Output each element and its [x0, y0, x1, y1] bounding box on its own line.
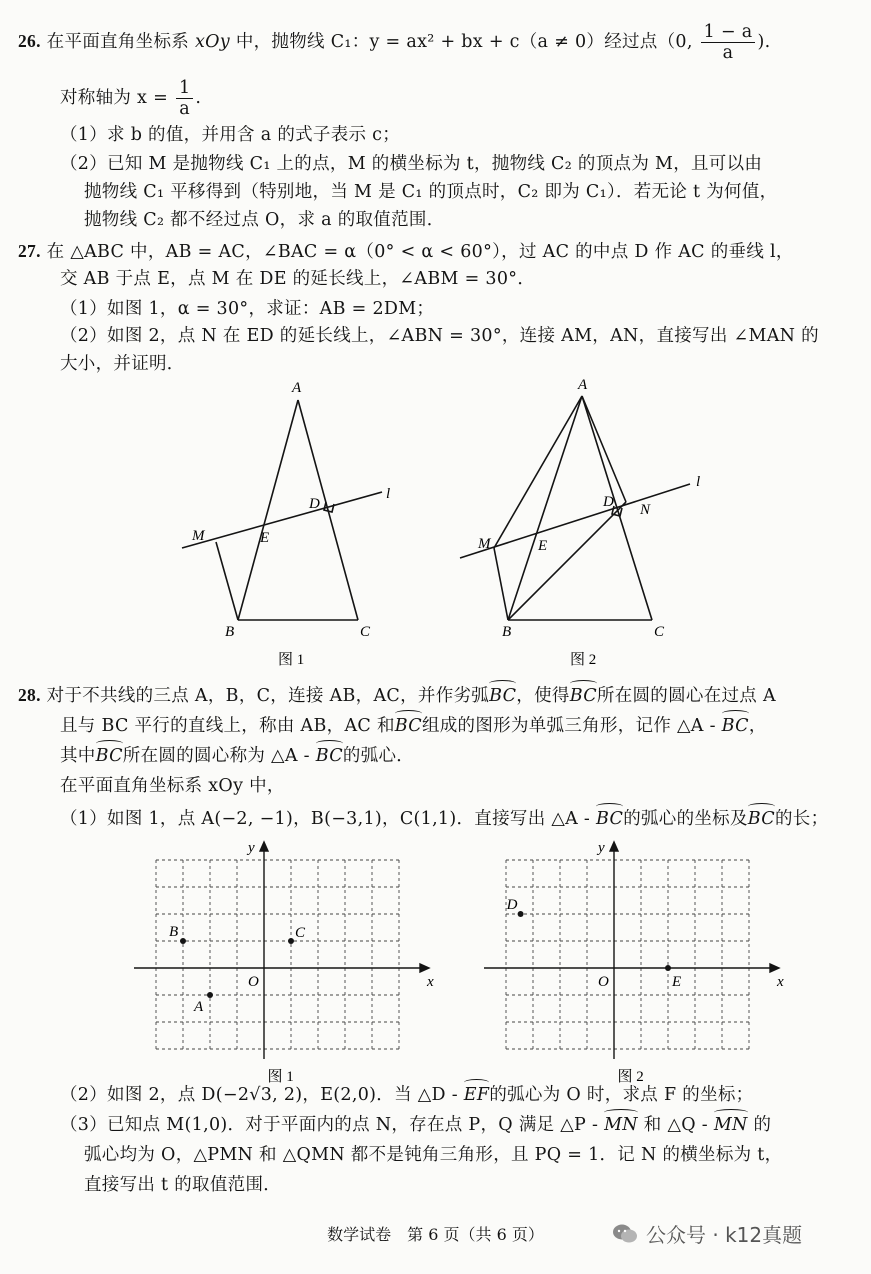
- segment-bm: [216, 542, 238, 620]
- q28-l1-c: 所在圆的圆心在过点 A: [596, 686, 776, 706]
- label-n: N: [640, 502, 651, 518]
- point-c: [288, 938, 294, 944]
- q26-line2: [60, 78, 201, 119]
- q26-axis-den: a: [179, 99, 191, 119]
- q27-number: 27.: [18, 241, 41, 261]
- segment-ab: [238, 400, 298, 620]
- segment-am: [494, 396, 582, 548]
- x-axis-arrow: [420, 964, 429, 972]
- grid-lines: [506, 860, 749, 1049]
- q28-number: 28.: [18, 685, 41, 705]
- q27-figure-1: [170, 372, 410, 672]
- q28-l1-b: ，使得: [516, 686, 570, 706]
- q28-l3-b: 所在圆的圆心称为 △A -: [122, 746, 310, 766]
- point-e: [665, 965, 671, 971]
- segment-bn: [508, 502, 626, 620]
- label-l: l: [696, 474, 701, 490]
- q28-p3-c: 的: [753, 1115, 772, 1135]
- q27-stem-line2: 交 AB 于点 E，点 M 在 DE 的延长线上，∠ABM = 30°．: [60, 269, 536, 289]
- figure-caption: 图 2: [617, 1069, 644, 1085]
- x-axis-arrow: [770, 964, 779, 972]
- q28-p1-a: （1）如图 1，点 A(−2, −1)，B(−3,1)，C(1,1)．直接写出 △A -: [60, 809, 591, 829]
- grid-lines: [156, 860, 399, 1049]
- point-label-d: D: [506, 897, 518, 913]
- q27-stem-line1: 在 △ABC 中，AB = AC，∠BAC = α（0° < α < 60°），过 AC 的中点 D 作 AC 的垂线 l，: [46, 242, 794, 262]
- point-label-e: E: [672, 974, 682, 990]
- q28-p2-b: 的弧心为 O 时，求点 F 的坐标；: [489, 1085, 754, 1105]
- arc-ef: EF: [464, 1082, 490, 1108]
- watermark-text: 公众号 · k12真题: [646, 1223, 803, 1247]
- arc-bc: BC: [489, 683, 516, 709]
- q28-l1-a: 对于不共线的三点 A，B，C，连接 AB，AC，并作劣弧: [46, 686, 490, 706]
- q28-l3-c: 的弧心．: [342, 746, 415, 766]
- point-d: [518, 911, 524, 917]
- arc-bc: BC: [570, 683, 597, 709]
- q28-p1-b: 的弧心的坐标及: [623, 809, 748, 829]
- arc-mn: MN: [714, 1112, 748, 1138]
- q26-frac-num: 1 − a: [701, 22, 756, 43]
- arc-bc: BC: [316, 743, 343, 769]
- segment-ab: [508, 396, 582, 620]
- q28-p3-b: 和 △Q -: [643, 1115, 708, 1135]
- q28-grid-figure-2: [470, 836, 784, 1085]
- y-axis-arrow: [610, 842, 618, 851]
- label-c: C: [360, 624, 371, 640]
- figure-caption: 图 1: [267, 1069, 294, 1085]
- segment-an: [582, 396, 626, 502]
- q28-l3-a: 其中: [60, 746, 96, 766]
- q28-part3-line2: 弧心均为 O，△PMN 和 △QMN 都不是钝角三角形，且 PQ = 1．记 N 的横坐标为 t，: [84, 1145, 783, 1165]
- q28-p1-c: 的长；: [774, 809, 829, 829]
- label-e: E: [260, 530, 270, 546]
- label-a: A: [578, 377, 588, 393]
- q26-number: 26.: [18, 31, 41, 51]
- origin-label: O: [598, 974, 609, 990]
- label-b: B: [502, 624, 512, 640]
- arc-bc: BC: [395, 713, 422, 739]
- q26-part2-line2: 抛物线 C₁ 平移得到（特别地，当 M 是 C₁ 的顶点时，C₂ 即为 C₁）．若无论 t 为何值，: [84, 182, 778, 202]
- point-label-c: C: [295, 925, 306, 941]
- q26-axis-num: 1: [176, 78, 193, 99]
- y-axis-label: y: [248, 840, 255, 856]
- arc-bc: BC: [96, 743, 123, 769]
- q26-point-fraction: [701, 22, 756, 63]
- q27-part2-line2: 大小，并证明．: [60, 354, 185, 374]
- q27-figure-2: [450, 372, 720, 672]
- label-d: D: [603, 494, 614, 510]
- x-axis-label: x: [777, 974, 784, 990]
- q28-l2-a: 且与 BC 平行的直线上，称由 AB，AC 和: [60, 716, 395, 736]
- q28-l2-c: ，: [748, 716, 767, 736]
- label-l: l: [386, 486, 391, 502]
- q28-l2-b: 组成的图形为单弧三角形，记作 △A -: [421, 716, 716, 736]
- point-a: [207, 992, 213, 998]
- origin-label: O: [248, 974, 259, 990]
- label-c: C: [654, 624, 665, 640]
- point-b: [180, 938, 186, 944]
- segment-ac: [298, 400, 358, 620]
- figure-caption: 图 1: [278, 652, 305, 668]
- axes: [484, 842, 779, 1059]
- arc-bc: BC: [722, 713, 749, 739]
- arc-bc: BC: [596, 806, 623, 832]
- q27-line1: [18, 238, 794, 265]
- q27-part1: （1）如图 1，α = 30°，求证：AB = 2DM；: [60, 299, 435, 319]
- arc-mn: MN: [604, 1112, 638, 1138]
- axes: [134, 842, 429, 1059]
- q28-part3-line1: [60, 1112, 771, 1138]
- q28-p3-a: （3）已知点 M(1,0)．对于平面内的点 N，存在点 P，Q 满足 △P -: [60, 1115, 599, 1135]
- watermark: [612, 1219, 802, 1248]
- q28-part2: [60, 1082, 753, 1108]
- q27-part2-line1: （2）如图 2，点 N 在 ED 的延长线上，∠ABN = 30°，连接 AM，AN，直接写出 ∠MAN 的: [60, 326, 819, 346]
- q28-p2-a: （2）如图 2，点 D(−2√3, 2)，E(2,0)．当 △D -: [60, 1085, 458, 1105]
- q26-coord-sys: xOy: [194, 32, 230, 52]
- q26-part2-line3: 抛物线 C₂ 都不经过点 O，求 a 的取值范围．: [84, 210, 445, 230]
- q28-line3: [60, 743, 414, 769]
- segment-bm: [494, 548, 508, 620]
- arc-bc: BC: [748, 806, 775, 832]
- y-axis-label: y: [598, 840, 605, 856]
- q28-line4: 在平面直角坐标系 xOy 中，: [60, 776, 285, 796]
- x-axis-label: x: [427, 974, 434, 990]
- figure-caption: 图 2: [570, 652, 597, 668]
- q26-stem-a: 在平面直角坐标系: [46, 32, 190, 52]
- point-label-a: A: [194, 999, 204, 1015]
- page-footer: 数学试卷 第 6 页（共 6 页）: [327, 1225, 544, 1244]
- q28-line1: [18, 682, 776, 709]
- q26-stem-b: 中，抛物线: [235, 32, 325, 52]
- label-a: A: [292, 380, 302, 396]
- label-d: D: [309, 496, 320, 512]
- q26-frac-den: a: [722, 43, 734, 63]
- q28-part3-line3: 直接写出 t 的取值范围．: [84, 1175, 282, 1195]
- q26-part1: （1）求 b 的值，并用含 a 的式子表示 c；: [60, 125, 401, 145]
- q26-axis-end: .: [195, 88, 202, 108]
- q26-line1: [18, 22, 770, 63]
- label-b: B: [225, 624, 235, 640]
- q26-stem-end: ).: [757, 32, 771, 52]
- q26-axis-prefix: 对称轴为 x =: [60, 88, 169, 108]
- wechat-icon: [612, 1223, 638, 1245]
- q26-axis-fraction: [176, 78, 193, 119]
- point-label-b: B: [169, 924, 179, 940]
- q26-part2-line1: （2）已知 M 是抛物线 C₁ 上的点，M 的横坐标为 t，抛物线 C₂ 的顶点为 M，且可以由: [60, 154, 763, 174]
- y-axis-arrow: [260, 842, 268, 851]
- label-m: M: [192, 528, 205, 544]
- q28-line2: [60, 713, 767, 739]
- q28-grid-figure-1: [120, 836, 434, 1085]
- label-m: M: [478, 536, 491, 552]
- label-e: E: [538, 538, 548, 554]
- q28-part1: [60, 806, 828, 832]
- q26-curve: C₁：y = ax² + bx + c（a ≠ 0）经过点（0,: [330, 32, 693, 52]
- line-l: [182, 492, 382, 548]
